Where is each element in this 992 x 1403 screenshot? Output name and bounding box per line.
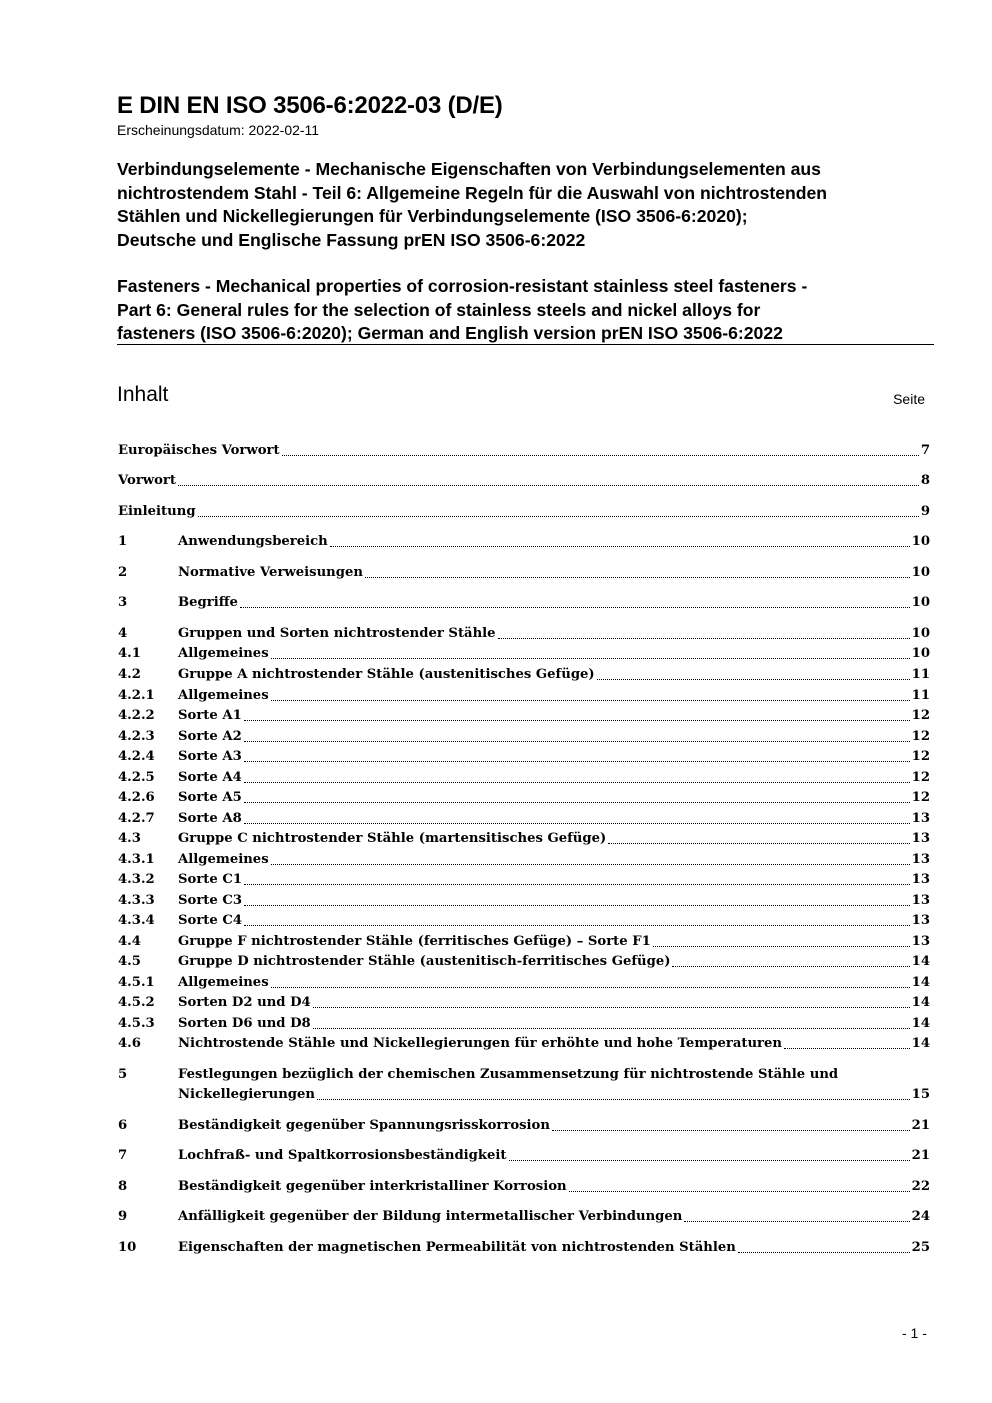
toc-dot-leader: [244, 720, 910, 721]
toc-entry-label: Sorte A5: [178, 790, 242, 805]
toc-entry-label: Gruppe F nichtrostender Stähle (ferritisches Gefüge) – Sorte F1: [178, 934, 651, 949]
toc-entry[interactable]: [118, 1034, 930, 1054]
toc-dot-leader: [608, 843, 909, 844]
toc-dot-leader: [684, 1221, 909, 1222]
toc-entry-label: Gruppen und Sorten nichtrostender Stähle: [178, 626, 496, 641]
toc-entry-label: Nichtrostende Stähle und Nickellegierungen für erhöhte und hohe Temperaturen: [178, 1036, 782, 1051]
toc-entry-number: 4.2: [118, 667, 141, 682]
toc-entry-label: Sorte C4: [178, 913, 243, 928]
english-title-line: Fasteners - Mechanical properties of corrosion-resistant stainless steel fasteners -: [117, 276, 808, 296]
toc-entry-page: 22: [911, 1179, 930, 1194]
toc-entry-number: 4.2.2: [118, 708, 155, 723]
toc-entry[interactable]: [118, 727, 930, 747]
english-title-line: Part 6: General rules for the selection of stainless steels and nickel alloys for: [117, 299, 761, 320]
german-title-line: Verbindungselemente - Mechanische Eigenschaften von Verbindungselementen aus: [117, 159, 821, 179]
german-title-line: Stählen und Nickellegierungen für Verbindungselemente (ISO 3506-6:2020);: [117, 206, 748, 226]
toc-dot-leader: [313, 1007, 910, 1008]
toc-entry[interactable]: [118, 993, 930, 1013]
toc-dot-leader: [244, 925, 910, 926]
toc-entry-page: 14: [911, 995, 930, 1010]
toc-entry-page: 10: [911, 626, 930, 641]
english-title-line: fasteners (ISO 3506-6:2020); German and English version prEN ISO 3506-6:2022: [117, 323, 783, 343]
toc-entry-page: 12: [911, 708, 930, 723]
toc-entry-number: 4.4: [118, 934, 141, 949]
toc-entry-label: Sorte A8: [178, 811, 242, 826]
toc-entry-label: Allgemeines: [178, 646, 269, 661]
toc-dot-leader: [597, 679, 910, 680]
toc-entry-number: 10: [118, 1240, 137, 1255]
toc-dot-leader: [365, 577, 910, 578]
toc-entry[interactable]: [118, 768, 930, 788]
toc-dot-leader: [244, 802, 910, 803]
toc-entry-page: 15: [911, 1087, 930, 1102]
toc-entry-page: 13: [911, 831, 930, 846]
toc-entry[interactable]: [118, 911, 930, 931]
toc-entry-number: 4.2.4: [118, 749, 155, 764]
toc-entry-page: 10: [911, 565, 930, 580]
toc-entry-label: Beständigkeit gegenüber Spannungsrisskorrosion: [178, 1118, 550, 1133]
toc-entry-page: 13: [911, 913, 930, 928]
toc-entry-label: Europäisches Vorwort: [118, 443, 280, 458]
toc-entry[interactable]: [118, 1065, 930, 1105]
toc-entry-page: 13: [911, 852, 930, 867]
german-title-line: Deutsche und Englische Fassung prEN ISO 3506-6:2022: [117, 229, 586, 250]
toc-entry-number: 4.2.7: [118, 811, 155, 826]
toc-entry-label: Vorwort: [118, 473, 176, 488]
toc-entry-label: Sorte A4: [178, 770, 242, 785]
toc-entry[interactable]: [118, 747, 930, 767]
toc-entry[interactable]: [118, 870, 930, 890]
toc-entry[interactable]: [118, 644, 930, 664]
toc-entry[interactable]: [118, 593, 930, 613]
toc-entry-label: Sorte A2: [178, 729, 242, 744]
toc-entry-page: 10: [911, 534, 930, 549]
toc-entry-number: 4.3.1: [118, 852, 155, 867]
toc-entry-page: 21: [911, 1118, 930, 1133]
toc-entry-page: 11: [911, 667, 930, 682]
toc-entry-number: 4.3: [118, 831, 141, 846]
toc-dot-leader: [271, 864, 910, 865]
toc-dot-leader: [282, 455, 919, 456]
toc-entry-page: 7: [920, 443, 930, 458]
toc-entry[interactable]: [118, 952, 930, 972]
toc-entry-number: 4.2.3: [118, 729, 155, 744]
german-title-line: nichtrostendem Stahl - Teil 6: Allgemeine Regeln für die Auswahl von nichtrostenden: [117, 182, 828, 203]
toc-entry-label: Einleitung: [118, 504, 196, 519]
toc-entry-number: 4.3.2: [118, 872, 155, 887]
toc-entry-page: 8: [920, 473, 930, 488]
toc-entry[interactable]: [118, 1238, 930, 1258]
toc-entry-number: 6: [118, 1118, 128, 1133]
toc-entry-number: 7: [118, 1148, 128, 1163]
toc-entry-label: Normative Verweisungen: [178, 565, 363, 580]
toc-dot-leader: [317, 1099, 910, 1100]
toc-entry-label: Allgemeines: [178, 975, 269, 990]
toc-entry-number: 8: [118, 1179, 128, 1194]
german-title: [117, 158, 947, 252]
toc-entry[interactable]: [118, 624, 930, 644]
toc-entry-page: 9: [920, 504, 930, 519]
toc-dot-leader: [244, 905, 910, 906]
toc-entry-label: Sorte A3: [178, 749, 242, 764]
toc-entry[interactable]: [118, 891, 930, 911]
toc-entry[interactable]: [118, 441, 930, 461]
toc-entry-label: Eigenschaften der magnetischen Permeabilität von nichtrostenden Stählen: [178, 1240, 736, 1255]
toc-entry-page: 10: [911, 646, 930, 661]
toc-dot-leader: [198, 516, 919, 517]
toc-entry-number: 4.5.3: [118, 1016, 155, 1031]
toc-entry-label: Anfälligkeit gegenüber der Bildung intermetallischer Verbindungen: [178, 1209, 683, 1224]
toc-entry-page: 13: [911, 934, 930, 949]
toc-entry[interactable]: [118, 788, 930, 808]
toc-entry-label: Allgemeines: [178, 852, 269, 867]
toc-dot-leader: [784, 1048, 910, 1049]
toc-entry-label: Gruppe A nichtrostender Stähle (austenitisches Gefüge): [178, 667, 595, 682]
toc-entry-number: 4.5.1: [118, 975, 155, 990]
toc-dot-leader: [240, 607, 910, 608]
toc-entry-number: 4.1: [118, 646, 141, 661]
toc-entry-number: 4.6: [118, 1036, 141, 1051]
toc-entry-page: 13: [911, 893, 930, 908]
toc-entry-label: Begriffe: [178, 595, 238, 610]
toc-entry-number: 4: [118, 626, 128, 641]
toc-entry[interactable]: [118, 973, 930, 993]
toc-entry-number: 4.3.3: [118, 893, 155, 908]
page-number: - 1 -: [902, 1325, 927, 1341]
toc-dot-leader: [244, 761, 910, 762]
toc-entry-page: 11: [911, 688, 930, 703]
publication-date: Erscheinungsdatum: 2022-02-11: [117, 122, 320, 138]
toc-dot-leader: [313, 1028, 910, 1029]
toc-entry-label: Beständigkeit gegenüber interkristalliner Korrosion: [178, 1179, 567, 1194]
toc-dot-leader: [271, 658, 910, 659]
toc-entry-label: Festlegungen bezüglich der chemischen Zusammensetzung für nichtrostende Stähle und: [178, 1067, 839, 1082]
toc-entry[interactable]: [118, 829, 930, 849]
english-title: [117, 275, 947, 346]
toc-entry-page: 14: [911, 954, 930, 969]
toc-entry-label: Sorten D2 und D4: [178, 995, 311, 1010]
toc-dot-leader: [244, 823, 910, 824]
toc-entry[interactable]: [118, 850, 930, 870]
toc-entry[interactable]: [118, 1207, 930, 1227]
document-number: E DIN EN ISO 3506-6:2022-03 (D/E): [117, 92, 503, 119]
toc-entry-number: 4.3.4: [118, 913, 155, 928]
toc-entry-number: 4.2.5: [118, 770, 155, 785]
toc-entry[interactable]: [118, 1014, 930, 1034]
toc-dot-leader: [738, 1252, 910, 1253]
toc-entry[interactable]: [118, 532, 930, 552]
toc-dot-leader: [271, 987, 910, 988]
toc-entry[interactable]: [118, 665, 930, 685]
toc-dot-leader: [271, 700, 910, 701]
title-divider: [117, 344, 934, 345]
toc-entry[interactable]: [118, 471, 930, 491]
toc-dot-leader: [653, 946, 910, 947]
toc-entry[interactable]: [118, 809, 930, 829]
toc-entry-number: 9: [118, 1209, 128, 1224]
toc-dot-leader: [498, 638, 910, 639]
toc-entry-page: 10: [911, 595, 930, 610]
toc-entry-label: Sorten D6 und D8: [178, 1016, 311, 1031]
toc-entry-label: Gruppe C nichtrostender Stähle (martensitisches Gefüge): [178, 831, 607, 846]
toc-dot-leader: [552, 1130, 910, 1131]
toc-entry-page: 14: [911, 1016, 930, 1031]
toc-entry-number: 4.2.6: [118, 790, 155, 805]
toc-entry[interactable]: [118, 563, 930, 583]
toc-entry-number: 4.5: [118, 954, 141, 969]
toc-dot-leader: [178, 485, 919, 486]
toc-dot-leader: [330, 546, 910, 547]
toc-entry-number: 4.2.1: [118, 688, 155, 703]
toc-dot-leader: [509, 1160, 910, 1161]
toc-entry-label: Gruppe D nichtrostender Stähle (austenitisch-ferritisches Gefüge): [178, 954, 671, 969]
toc-entry-label: Lochfraß- und Spaltkorrosionsbeständigkeit: [178, 1148, 507, 1163]
toc-heading: Inhalt: [117, 383, 169, 406]
toc-dot-leader: [244, 782, 910, 783]
toc-dot-leader: [569, 1191, 910, 1192]
toc-entry-page: 12: [911, 749, 930, 764]
toc-entry[interactable]: [118, 932, 930, 952]
toc-entry[interactable]: [118, 502, 930, 522]
toc-entry-number: 1: [118, 534, 128, 549]
toc-dot-leader: [244, 741, 910, 742]
toc-dot-leader: [672, 966, 909, 967]
toc-entry-label: Sorte A1: [178, 708, 242, 723]
toc-entry[interactable]: [118, 1116, 930, 1136]
toc-page-column-label: Seite: [893, 391, 925, 407]
toc-entry[interactable]: [118, 1177, 930, 1197]
toc-entry[interactable]: [118, 686, 930, 706]
toc-entry-label: Anwendungsbereich: [178, 534, 328, 549]
toc-entry-page: 14: [911, 975, 930, 990]
toc-dot-leader: [244, 884, 910, 885]
toc-entry-page: 12: [911, 790, 930, 805]
toc-entry-label: Sorte C3: [178, 893, 243, 908]
toc-entry-number: 4.5.2: [118, 995, 155, 1010]
toc-entry-page: 13: [911, 811, 930, 826]
toc-entry-number: 3: [118, 595, 128, 610]
toc-entry-page: 12: [911, 729, 930, 744]
toc-entry-page: 24: [911, 1209, 930, 1224]
toc-entry-page: 25: [911, 1240, 930, 1255]
toc-entry-number: 5: [118, 1067, 128, 1082]
toc-entry-label-continued: Nickellegierungen: [178, 1087, 315, 1102]
toc-entry-page: 13: [911, 872, 930, 887]
toc-entry-page: 14: [911, 1036, 930, 1051]
toc-entry-label: Sorte C1: [178, 872, 243, 887]
toc-entry-label: Allgemeines: [178, 688, 269, 703]
toc-entry[interactable]: [118, 706, 930, 726]
toc-entry-number: 2: [118, 565, 128, 580]
toc-entry[interactable]: [118, 1146, 930, 1166]
toc-entry-page: 12: [911, 770, 930, 785]
toc-entry-page: 21: [911, 1148, 930, 1163]
